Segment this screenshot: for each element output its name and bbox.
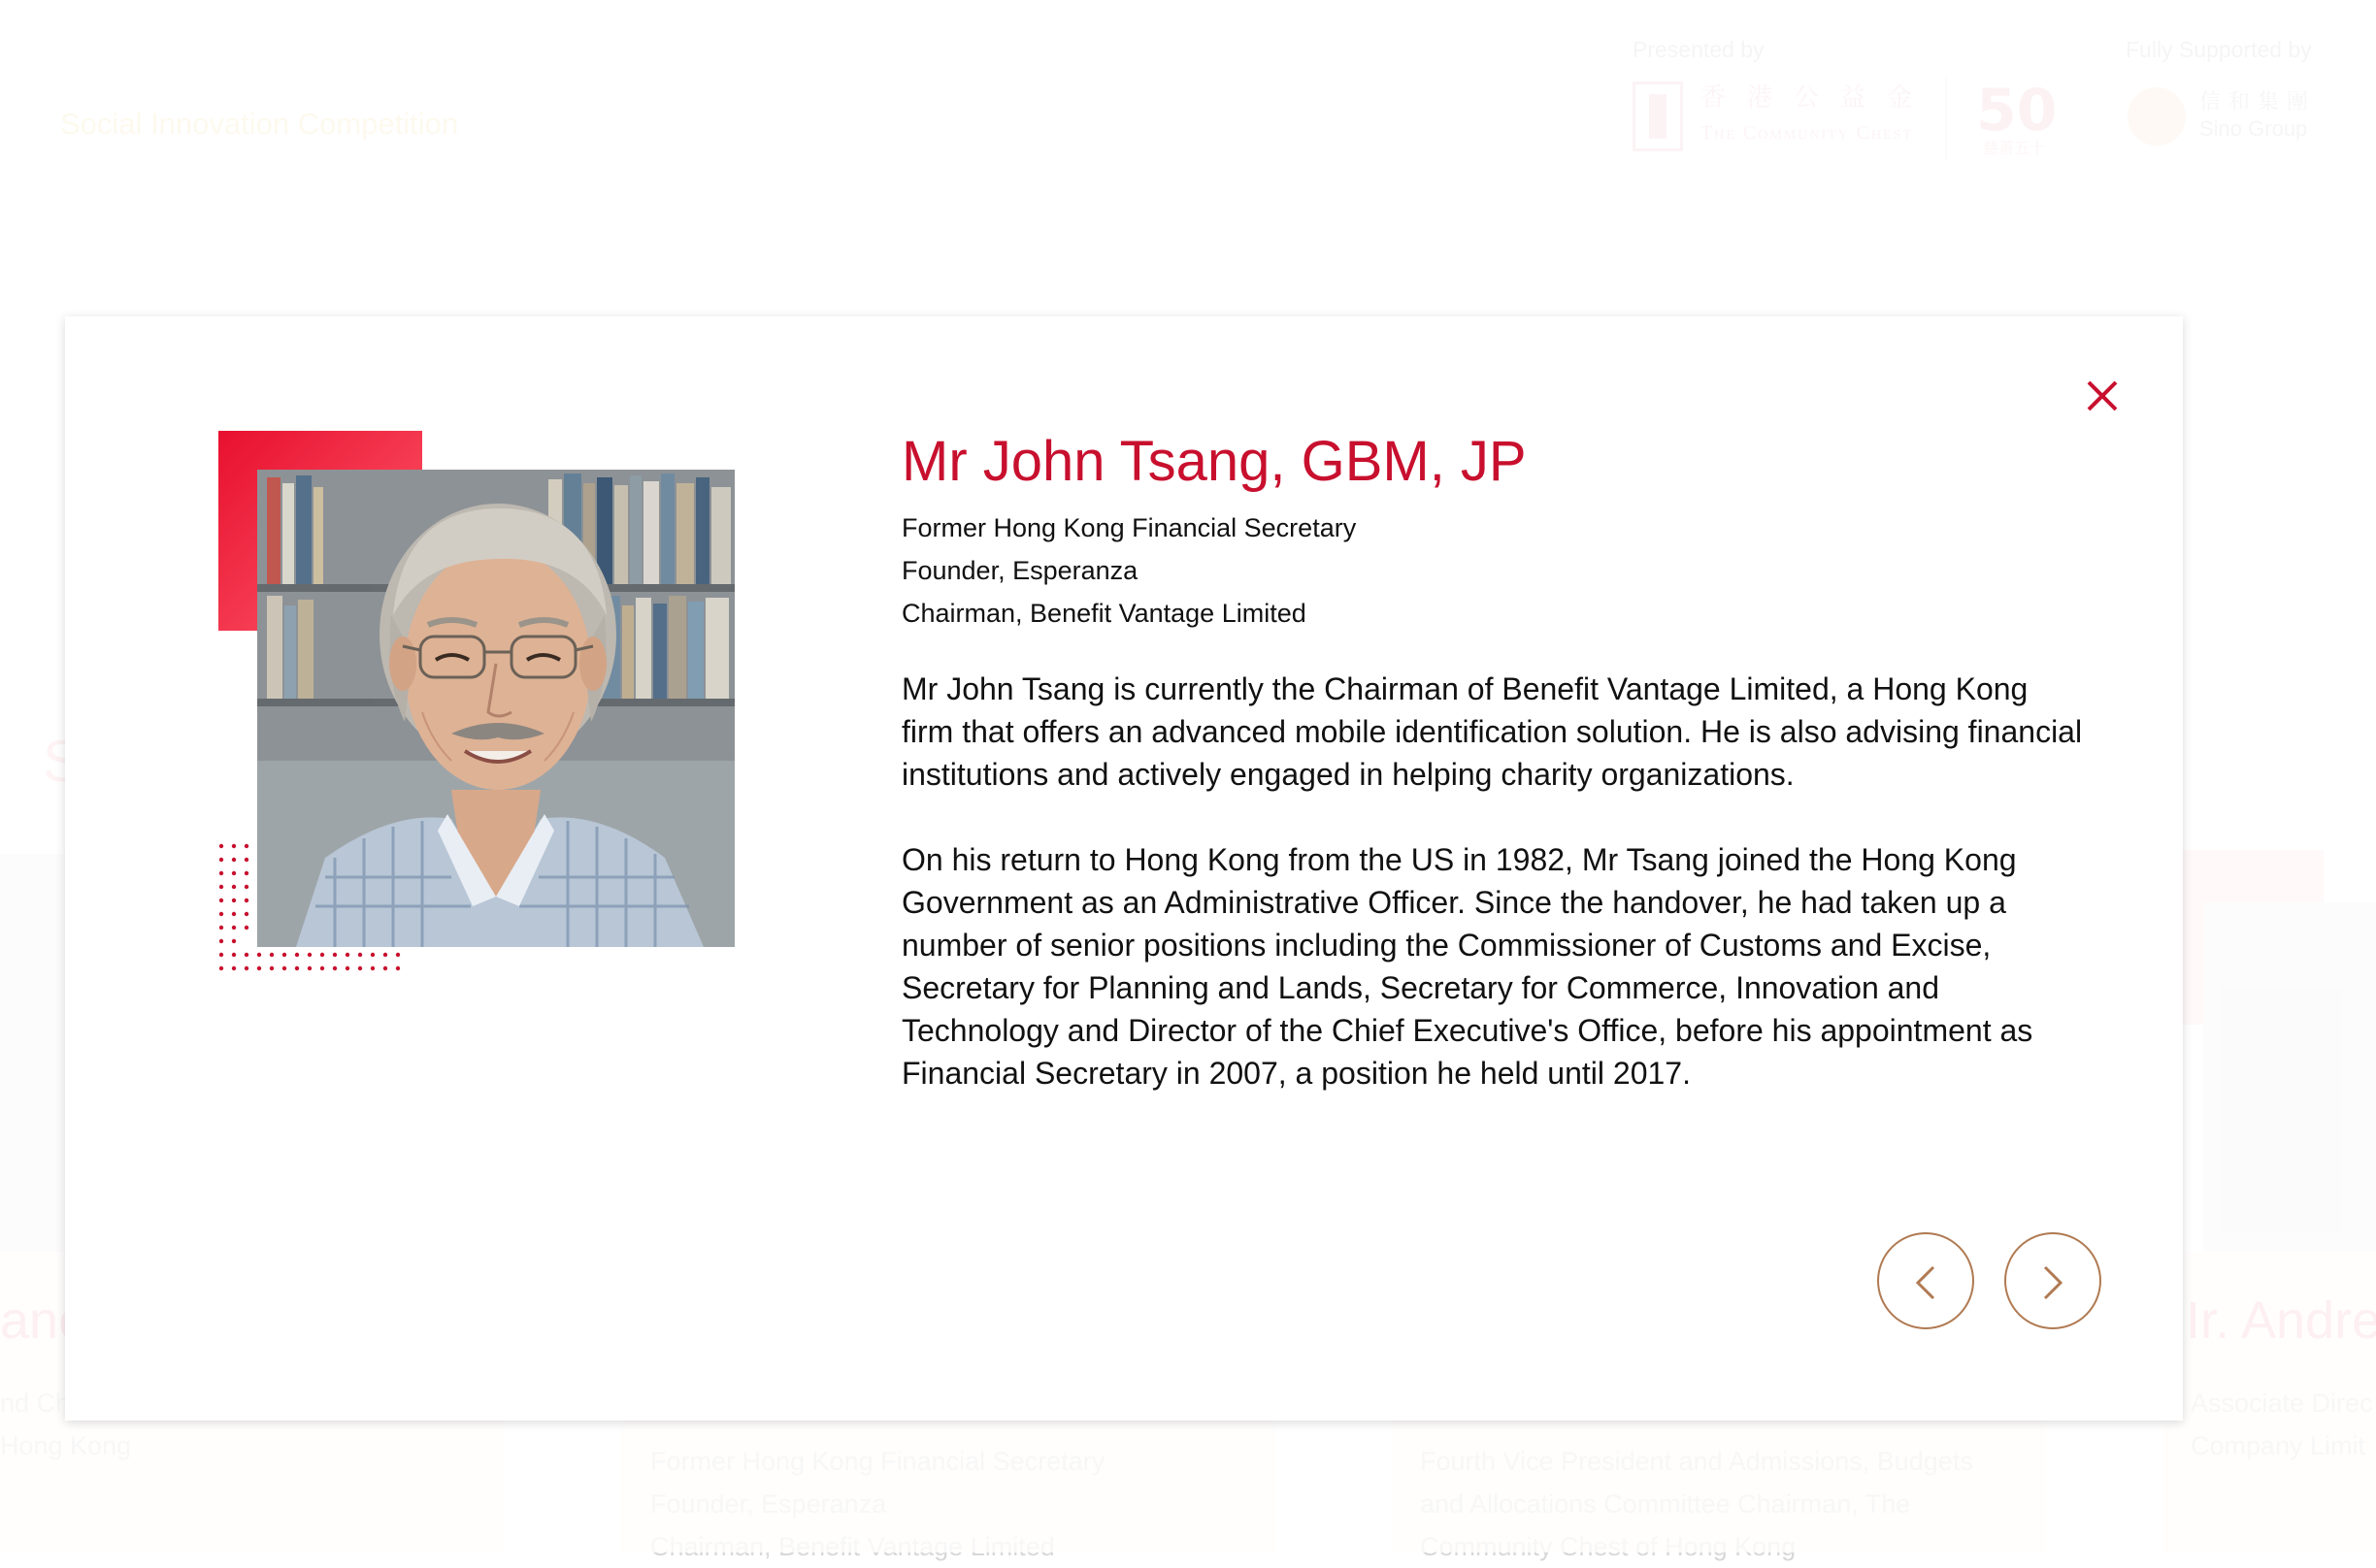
speaker-title-line: Founder, Esperanza [902,556,1138,585]
speaker-name: Mr John Tsang, GBM, JP [902,430,1527,493]
speaker-title-line: Former Hong Kong Financial Secretary [902,513,1357,542]
speaker-bio [902,668,2086,1137]
dot-pattern [218,829,412,984]
speaker-modal [65,316,2183,1421]
bio-paragraph: Mr John Tsang is currently the Chairman of Benefit Vantage Limited, a Hong Kong firm that offers an advanced mobile identification solution. He is also advising financial institutions and actively engaged in helping charity organizations. [902,671,2083,792]
chevron-left-icon [1879,1234,1972,1327]
speaker-title-line: Chairman, Benefit Vantage Limited [902,599,1306,628]
chevron-right-icon [2006,1234,2099,1327]
speaker-photo-area [218,431,801,1032]
close-button[interactable] [2081,375,2124,417]
bio-paragraph: On his return to Hong Kong from the US in 1982, Mr Tsang joined the Hong Kong Government as an Administrative Officer. Since the handover, he had taken up a number of senior positions including the Commissioner of Customs and Excise, Secretary for Planning and Lands, Secretary for Commerce, Innovation and Technology and Director of the Chief Executive's Office, before his appointment as Financial Secretary in 2007, a position he held until 2017. [902,842,2033,1091]
previous-speaker-button[interactable] [1877,1232,1974,1329]
close-icon [2081,375,2124,417]
speaker-titles [902,506,1356,635]
next-speaker-button[interactable] [2004,1232,2101,1329]
